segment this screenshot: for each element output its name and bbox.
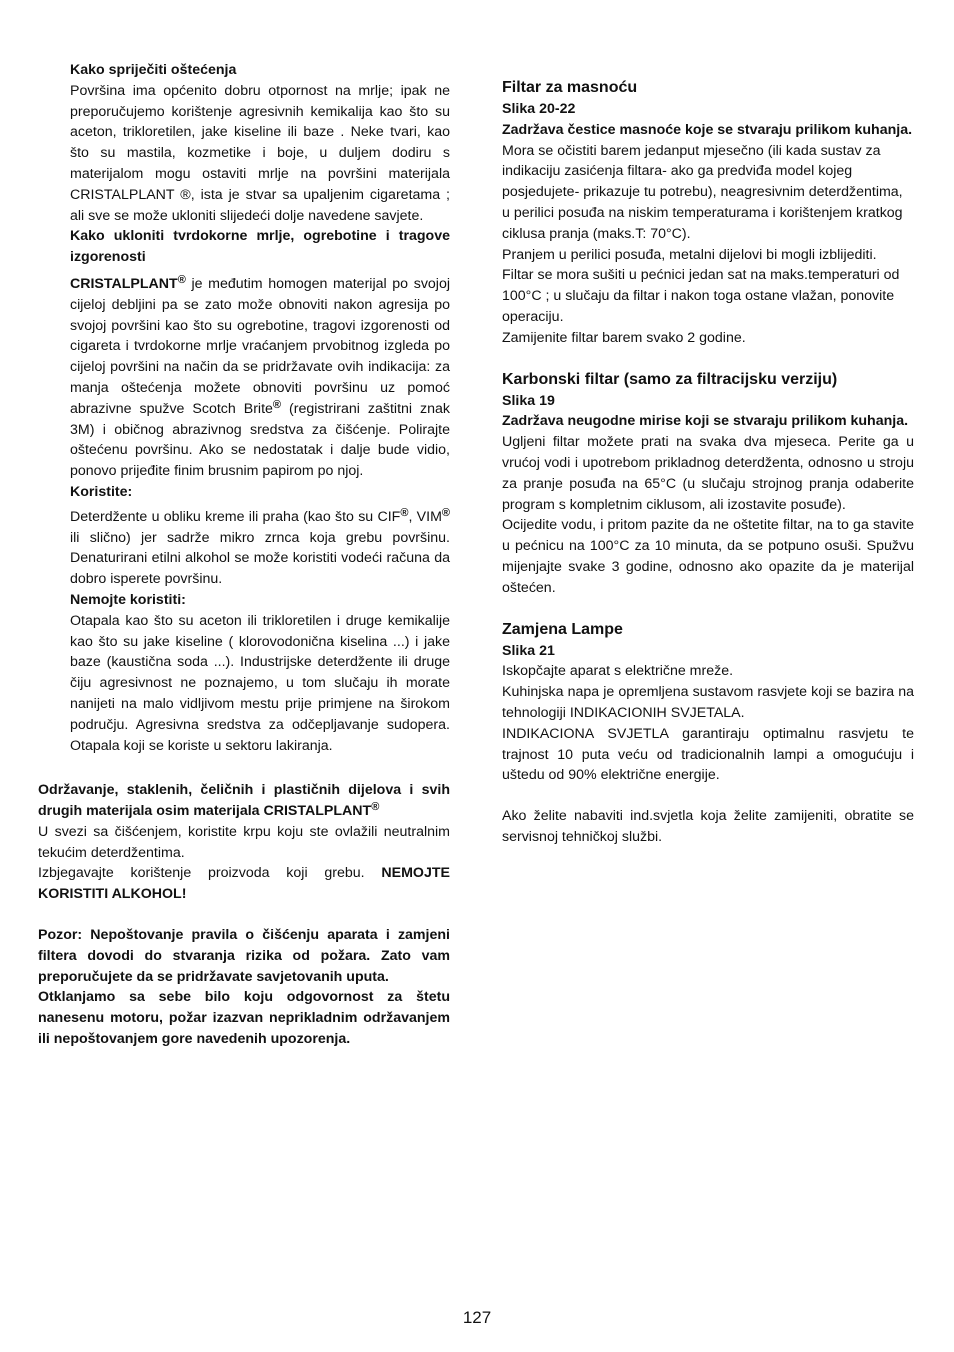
lamp-text-2: Kuhinjska napa je opremljena sustavom rasvjete koji se bazira na tehnologiji INDIKACIONIH SVJETALA. bbox=[502, 684, 914, 721]
grease-text-3: Filtar se mora sušiti u pećnici jedan sat na maks.temperaturi od 100°C ; u slučaju da filtar i nakon toga ostane vlažan, ponovite operaciju. bbox=[502, 267, 900, 325]
lamp-text-4: Ako želite nabaviti ind.svjetla koja želite zamijeniti, obratite se servisnoj tehničkoj službi. bbox=[502, 808, 914, 845]
registered-mark: ® bbox=[441, 506, 450, 519]
dont-text: Otapala kao što su aceton ili trikloretilen i druge kemikalije kao što su jake kiseline ( klorovodonična kiselina ...) i jake baze (kaustična soda ...). Industrijske deterdžente ili druge čiju agresivnost ne poznajemo, u tom slučaju ih morate nanijeti na malo vidljivom mestu prije primjene na širokom području. Agresivna sredstva za odčepljavanje sudopera. Otapala koji se koriste u sektoru lakiranja. bbox=[70, 612, 450, 754]
grease-text-4: Zamijenite filtar barem svako 2 godine. bbox=[502, 329, 746, 346]
page-number: 127 bbox=[462, 1308, 492, 1327]
remove-title: Kako ukloniti tvrdokorne mrlje, ogrebotine i tragove izgorenosti bbox=[70, 228, 450, 266]
use-paragraph bbox=[70, 507, 450, 590]
carbon-filter-title: Karbonski filtar (samo za filtracijsku verziju) bbox=[502, 370, 838, 388]
grease-text-2: Pranjem u perilici posuđa, metalni dijelovi bi mogli izblijediti. bbox=[502, 246, 877, 263]
lamp-text-1: Iskopčajte aparat s električne mreže. bbox=[502, 663, 734, 680]
use-text-1: Deterdžente u obliku kreme ili praha (kao što su CIF bbox=[70, 508, 401, 525]
grease-summary: Zadržava čestice masnoće koje se stvaraju prilikom kuhanja. bbox=[502, 121, 913, 138]
left-column bbox=[38, 60, 450, 1050]
cristal-text-2: (registrirani zaštitni znak 3M) i običnog abrazivnog sredstva za čišćenje. Polirajte oštećenu površinu. Ako se nedostatak i dalje bude vidio, ponovo prijeđite finim brusnim papirom po njoj. bbox=[70, 400, 451, 480]
cristal-brand: CRISTALPLANT bbox=[70, 275, 178, 292]
dont-title: Nemojte koristiti: bbox=[70, 591, 186, 608]
no-alcohol-warning: NEMOJTE KORISTITI ALKOHOL! bbox=[38, 865, 450, 903]
right-column bbox=[502, 77, 914, 848]
registered-mark: ® bbox=[177, 273, 186, 286]
stain-section bbox=[38, 60, 450, 756]
prevent-title: Kako spriječiti oštećenja bbox=[70, 62, 237, 78]
use-title: Koristite: bbox=[70, 483, 133, 500]
use-text-3: ili slično) jer sadrže mikro zrnca koja grebu površinu. Denaturirani etilni alkohol se može koristiti vodeći računa da dobro isperete površinu. bbox=[70, 529, 450, 588]
grease-text-1: Mora se očistiti barem jedanput mjesečno (ili kada sustav za indikaciju zasićenja filtara- ako ga predviđa model kojeg posjedujete- prikazuje tu potrebu), neagresivnim deterdžentima, u perilici posuđa na niskim temperaturama i korištenjem kratkog ciklusa pranja (maks.T: 70°C). bbox=[502, 142, 903, 242]
registered-mark: ® bbox=[400, 506, 409, 519]
lamp-title: Zamjena Lampe bbox=[502, 620, 623, 638]
registered-mark: ® bbox=[371, 801, 380, 814]
warning-text-1: Pozor: Nepoštovanje pravila o čišćenju aparata i zamjeni filtera dovodi do stvaranja rizika od požara. Zato vam preporučujete da se pridržavate savjetovanih uputa. bbox=[38, 927, 450, 985]
carbon-text-1: Ugljeni filtar možete prati na svaka dva mjeseca. Perite ga u vrućoj vodi i upotrebom prikladnog deterdženta, odnosno u stroju za pranje posuđa na 65°C (u slučaju strojnog pranja odaberite program s kompletnim ciklusom, ali izostavite posuđe). bbox=[502, 434, 914, 513]
use-text-2: , VIM bbox=[408, 508, 442, 525]
prevent-text: Površina ima općenito dobru otpornost na mrlje; ipak ne preporučujemo korištenje agresivnih kemikalija kao što su aceton, trikloretilen, jake kiseline ili baze . Neke tvari, kao što su mastila, kozmetike i boje, u duljem dodiru s materijalom mogu ostaviti mrlje na površini materijala CRISTALPLANT ®, ista je stvar sa upaljenim cigaretama ; ali sve se može ukloniti slijedeći dolje navedene savjete. bbox=[70, 82, 450, 224]
carbon-figure-ref: Slika 19 bbox=[502, 392, 555, 409]
lamp-figure-ref: Slika 21 bbox=[502, 642, 555, 659]
cristal-text-1: je međutim homogen materijal po svojoj cijeloj debljini pa se zato može obnoviti nakon agresija po svojoj površini kao što su ogrebotine, tragovi izgorenosti od cigareta i tvrdokorne mrlje vraćanjem prvobitnog izgleda po cijeloj površini na način da se pridržavate ovih indikacija: za manja oštećenja možete obnoviti površinu uz pomoć abrazivne spužve Scotch Brite bbox=[70, 275, 450, 417]
carbon-summary: Zadržava neugodne mirise koji se stvaraju prilikom kuhanja. bbox=[502, 413, 909, 430]
maintenance-text-1: U svezi sa čišćenjem, koristite krpu koju ste ovlažili neutralnim tekućim deterdžentima. bbox=[38, 823, 450, 861]
registered-mark: ® bbox=[272, 398, 282, 411]
warning-text-2: Otklanjamo sa sebe bilo koju odgovornost za štetu nanesenu motoru, požar izazvan neprikladnim održavanjem ili nepoštovanjem gore navedenih upozorenja. bbox=[38, 989, 450, 1048]
carbon-text-2: Ocijedite vodu, i pritom pazite da ne oštetite filtar, na to ga stavite u pećnicu na 100°C za 10 minuta, da se potpuno osuši. Spužvu mijenjajte svake 3 godine, odnosno ako opazite da je materijal oštećen. bbox=[502, 517, 914, 596]
maintenance-title: Održavanje, staklenih, čeličnih i plastičnih dijelova i svih drugih materijala osim materijala CRISTALPLANT® bbox=[38, 782, 450, 820]
lamp-text-3: INDIKACIONA SVJETLA garantiraju optimalnu rasvjetu te trajnost 10 puta veću od tradicionalnih lampi a omogućuju i uštedu od 90% električne energije. bbox=[502, 725, 914, 784]
maintenance-text-2: Izbjegavajte korištenje proizvoda koji grebu. NEMOJTE KORISTITI ALKOHOL! bbox=[38, 865, 450, 903]
grease-filter-title: Filtar za masnoću bbox=[502, 79, 638, 96]
grease-figure-ref: Slika 20-22 bbox=[502, 101, 576, 117]
cristal-paragraph bbox=[70, 274, 450, 482]
